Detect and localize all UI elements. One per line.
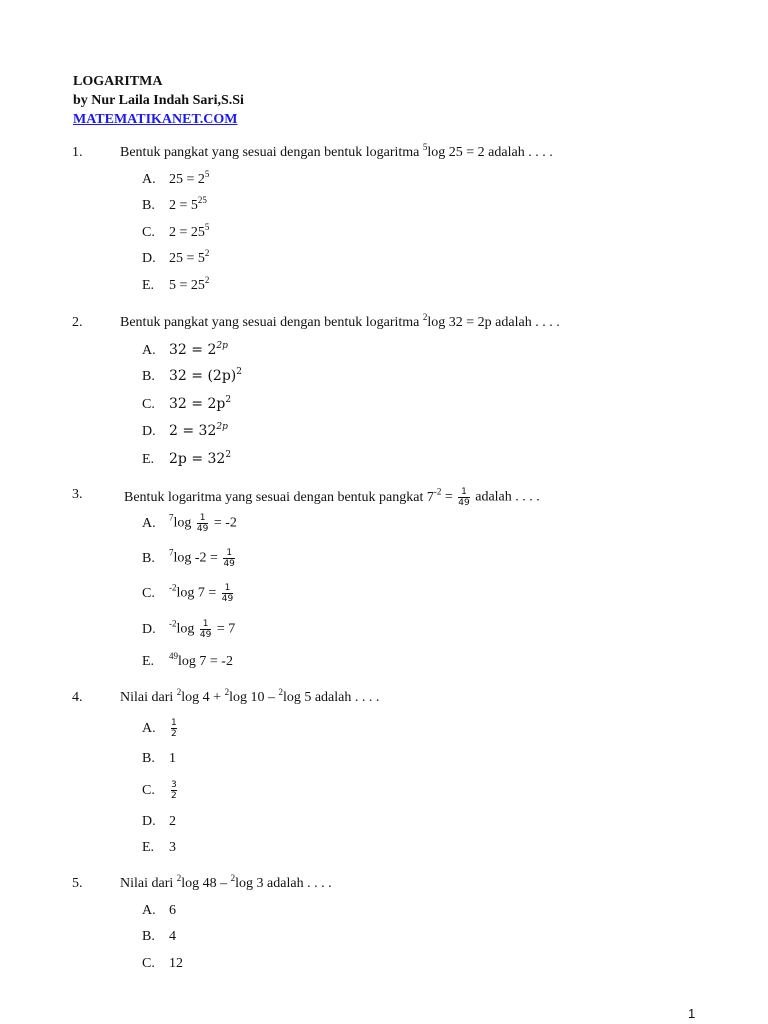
fraction-numerator: 1 [171, 718, 177, 728]
stem-text: log 32 = 2p adalah . . . . [427, 315, 560, 330]
question-number: 1. [72, 145, 83, 160]
option-letter: A. [142, 515, 156, 531]
log-base: 2 [422, 312, 428, 322]
option-text: 32 = 2 [169, 342, 217, 358]
option-text: 12 [169, 956, 183, 971]
stem-text: log 4 + [181, 690, 225, 705]
option-text: 2p = 32 [169, 451, 226, 467]
option-c[interactable] [142, 396, 231, 414]
fraction [223, 548, 234, 569]
stem-text: Nilai dari [120, 690, 177, 705]
exponent: 2 [204, 248, 210, 258]
question-stem [72, 873, 332, 893]
option-c[interactable] [142, 780, 179, 801]
fraction-numerator: 1 [224, 583, 231, 593]
log-base: 2 [176, 873, 182, 883]
option-b[interactable] [142, 548, 237, 569]
option-e[interactable] [142, 275, 210, 295]
option-a[interactable] [142, 718, 179, 739]
option-text: 5 = 25 [169, 278, 205, 293]
option-letter: C. [142, 585, 155, 601]
option-a[interactable] [142, 513, 237, 534]
option-d[interactable] [142, 423, 228, 441]
log-base: 7 [169, 547, 174, 558]
question-number: 2. [72, 315, 83, 330]
fraction [458, 487, 469, 508]
fraction-numerator: 3 [171, 780, 177, 790]
option-b[interactable] [142, 195, 207, 215]
option-letter: D. [142, 424, 156, 439]
question-number: 4. [72, 690, 83, 705]
fraction-numerator: 1 [226, 548, 233, 558]
log-base: 49 [169, 651, 178, 661]
log-base: 2 [176, 687, 182, 697]
option-letter: E. [142, 654, 155, 669]
option-letter: B. [142, 751, 155, 766]
option-c[interactable] [142, 956, 183, 973]
option-letter: D. [142, 814, 156, 829]
fraction-denominator: 49 [221, 594, 234, 604]
option-text: 32 = 2p [169, 396, 226, 412]
option-letter: A. [142, 343, 156, 358]
question-stem [72, 312, 560, 332]
stem-text: log 25 = 2 adalah . . . . [427, 145, 553, 160]
stem-text: Nilai dari [120, 876, 177, 891]
fraction-denominator: 49 [196, 524, 209, 534]
option-letter: B. [142, 369, 155, 384]
option-letter: E. [142, 452, 155, 467]
exponent: 2p [216, 422, 228, 432]
option-text: log 7 = -2 [178, 654, 233, 669]
fraction-numerator: 1 [202, 619, 209, 629]
option-text: log [173, 515, 195, 531]
option-letter: D. [142, 251, 156, 266]
exponent: 5 [204, 169, 210, 179]
stem-text: log 48 – [181, 876, 231, 891]
fraction-denominator: 2 [171, 729, 177, 739]
option-text: 3 [169, 840, 176, 855]
option-text: 25 = 2 [169, 172, 205, 187]
stem-text: log 3 adalah . . . . [235, 876, 332, 891]
option-letter: C. [142, 397, 155, 412]
option-b[interactable] [142, 368, 242, 386]
option-text: 4 [169, 929, 176, 944]
option-letter: E. [142, 278, 155, 293]
option-b[interactable] [142, 751, 176, 768]
option-letter: E. [142, 840, 155, 855]
exponent: -2 [433, 486, 442, 497]
stem-text: log 5 adalah . . . . [282, 690, 380, 705]
option-a[interactable] [142, 169, 210, 189]
option-text: 32 = (2p) [169, 368, 237, 384]
option-letter: A. [142, 172, 156, 187]
question-number: 3. [72, 487, 83, 502]
option-letter: B. [142, 550, 155, 566]
stem-text: Bentuk logaritma yang sesuai dengan bentuk pangkat 7 [124, 489, 434, 505]
fraction [222, 583, 233, 604]
question-number: 5. [72, 876, 83, 891]
option-c[interactable] [142, 583, 235, 604]
exponent: 2 [225, 450, 232, 460]
option-a[interactable] [142, 342, 228, 360]
option-letter: C. [142, 956, 155, 971]
document-title: LOGARITMA [73, 74, 163, 89]
exponent: 2 [225, 395, 232, 405]
option-letter: C. [142, 225, 155, 240]
stem-text: Bentuk pangkat yang sesuai dengan bentuk logaritma [120, 315, 423, 330]
exponent: 2 [236, 367, 242, 377]
fraction [200, 619, 211, 640]
option-text: 25 = 5 [169, 251, 205, 266]
option-text: 2 = 25 [169, 225, 205, 240]
option-text: 6 [169, 903, 176, 918]
log-base: 2 [278, 687, 283, 697]
option-text: log -2 = [173, 550, 222, 566]
option-text: 1 [169, 751, 176, 766]
log-base: 5 [422, 142, 428, 152]
exponent: 2 [204, 275, 210, 285]
fraction-numerator: 1 [461, 487, 467, 497]
fraction-denominator: 49 [223, 559, 235, 569]
option-letter: B. [142, 198, 155, 213]
option-text: = 7 [213, 621, 236, 637]
fraction-denominator: 49 [458, 498, 470, 508]
site-link[interactable]: MATEMATIKANET.COM [73, 112, 238, 127]
page-number: 1 [688, 1006, 696, 1021]
fraction-numerator: 1 [199, 513, 206, 523]
log-base: -2 [169, 582, 177, 593]
exponent: 2p [216, 341, 228, 351]
log-base: -2 [169, 618, 177, 629]
log-base: 7 [169, 512, 174, 523]
question-stem [72, 142, 553, 162]
option-a[interactable] [142, 903, 176, 920]
option-c[interactable] [142, 222, 210, 242]
stem-text: log 10 – [229, 690, 279, 705]
option-letter: A. [142, 720, 156, 736]
document-author: by Nur Laila Indah Sari,S.Si [73, 93, 244, 108]
option-text: 2 = 5 [169, 198, 198, 213]
option-d[interactable] [142, 814, 176, 831]
stem-text: = [441, 489, 457, 505]
option-d[interactable] [142, 248, 210, 268]
option-letter: A. [142, 903, 156, 918]
option-text: 2 = 32 [169, 423, 217, 439]
option-letter: C. [142, 782, 155, 798]
question-stem [72, 687, 380, 707]
question-stem [72, 486, 540, 508]
log-base: 2 [230, 873, 236, 883]
stem-text: adalah . . . . [471, 489, 540, 505]
fraction-denominator: 2 [171, 791, 177, 801]
exponent: 25 [197, 195, 207, 205]
fraction [171, 780, 177, 801]
option-e[interactable] [142, 651, 233, 671]
option-b[interactable] [142, 929, 176, 946]
stem-text: Bentuk pangkat yang sesuai dengan bentuk logaritma [120, 145, 423, 160]
option-e[interactable] [142, 451, 231, 469]
exponent: 5 [204, 222, 210, 232]
option-letter: D. [142, 621, 156, 637]
document-page [73, 72, 713, 129]
option-text: log [176, 621, 198, 637]
fraction-denominator: 49 [199, 630, 212, 640]
log-base: 2 [224, 687, 230, 697]
option-e[interactable] [142, 840, 176, 857]
fraction [197, 513, 208, 534]
option-text: = -2 [210, 515, 237, 531]
option-text: log 7 = [176, 585, 220, 601]
option-d[interactable] [142, 619, 235, 640]
fraction [171, 718, 177, 739]
option-letter: B. [142, 929, 155, 944]
option-text: 2 [169, 814, 176, 829]
